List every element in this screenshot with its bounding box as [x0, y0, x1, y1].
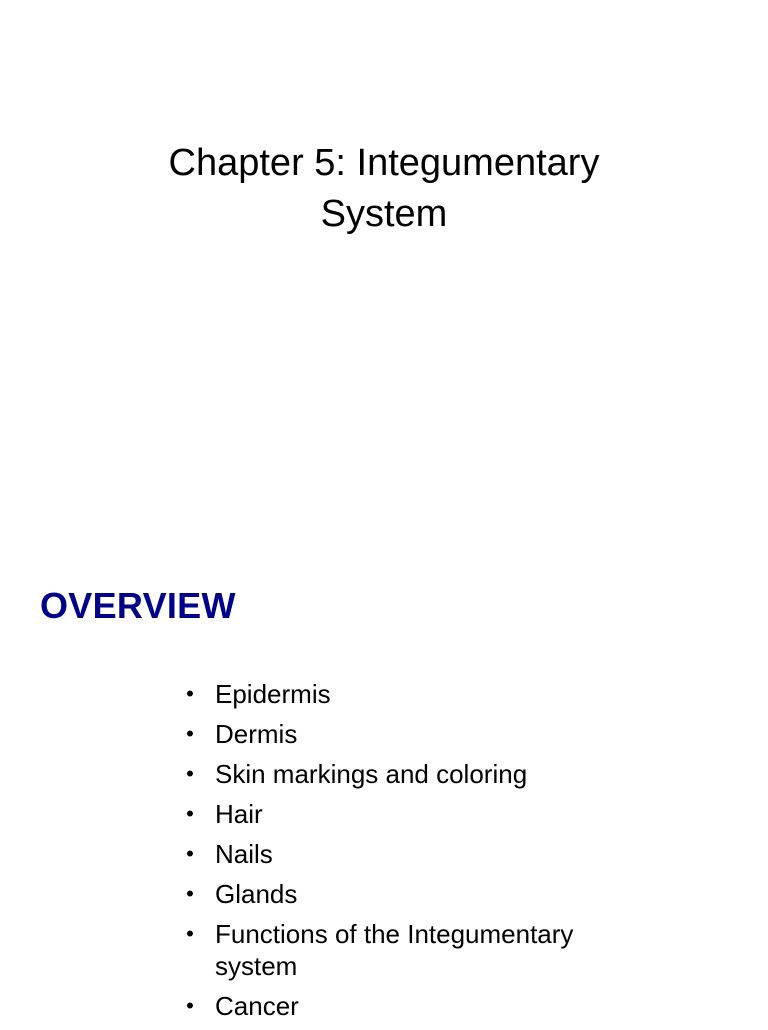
list-item	[184, 918, 654, 982]
list-item	[184, 718, 654, 750]
list-item-label: Functions of the Integumentary system	[215, 919, 574, 981]
title-slide	[0, 0, 768, 512]
list-item-label: Cancer	[215, 991, 299, 1021]
overview-heading: OVERVIEW	[40, 585, 236, 626]
bullet-icon: •	[186, 841, 194, 866]
list-item-label: Epidermis	[215, 679, 331, 709]
list-item-label: Skin markings and coloring	[215, 759, 528, 789]
bullet-icon: •	[186, 921, 194, 946]
slide-title-line-1: Chapter 5: Integumentary	[168, 142, 600, 184]
list-item	[184, 678, 654, 710]
list-item	[184, 990, 654, 1022]
list-item	[184, 838, 654, 870]
bullet-icon: •	[186, 681, 194, 706]
bullet-icon: •	[186, 721, 194, 746]
list-item	[184, 758, 654, 790]
list-item-label: Hair	[215, 799, 263, 829]
bullet-icon: •	[186, 993, 194, 1018]
slide-title	[0, 138, 768, 240]
bullet-icon: •	[186, 881, 194, 906]
list-item	[184, 878, 654, 910]
list-item-label: Glands	[215, 879, 298, 909]
overview-slide	[0, 512, 768, 1024]
overview-bullet-list	[184, 678, 654, 1030]
bullet-icon: •	[186, 801, 194, 826]
list-item-label: Nails	[215, 839, 273, 869]
list-item-label: Dermis	[215, 719, 298, 749]
bullet-icon: •	[186, 761, 194, 786]
list-item	[184, 798, 654, 830]
slide-title-line-2: System	[320, 193, 448, 235]
